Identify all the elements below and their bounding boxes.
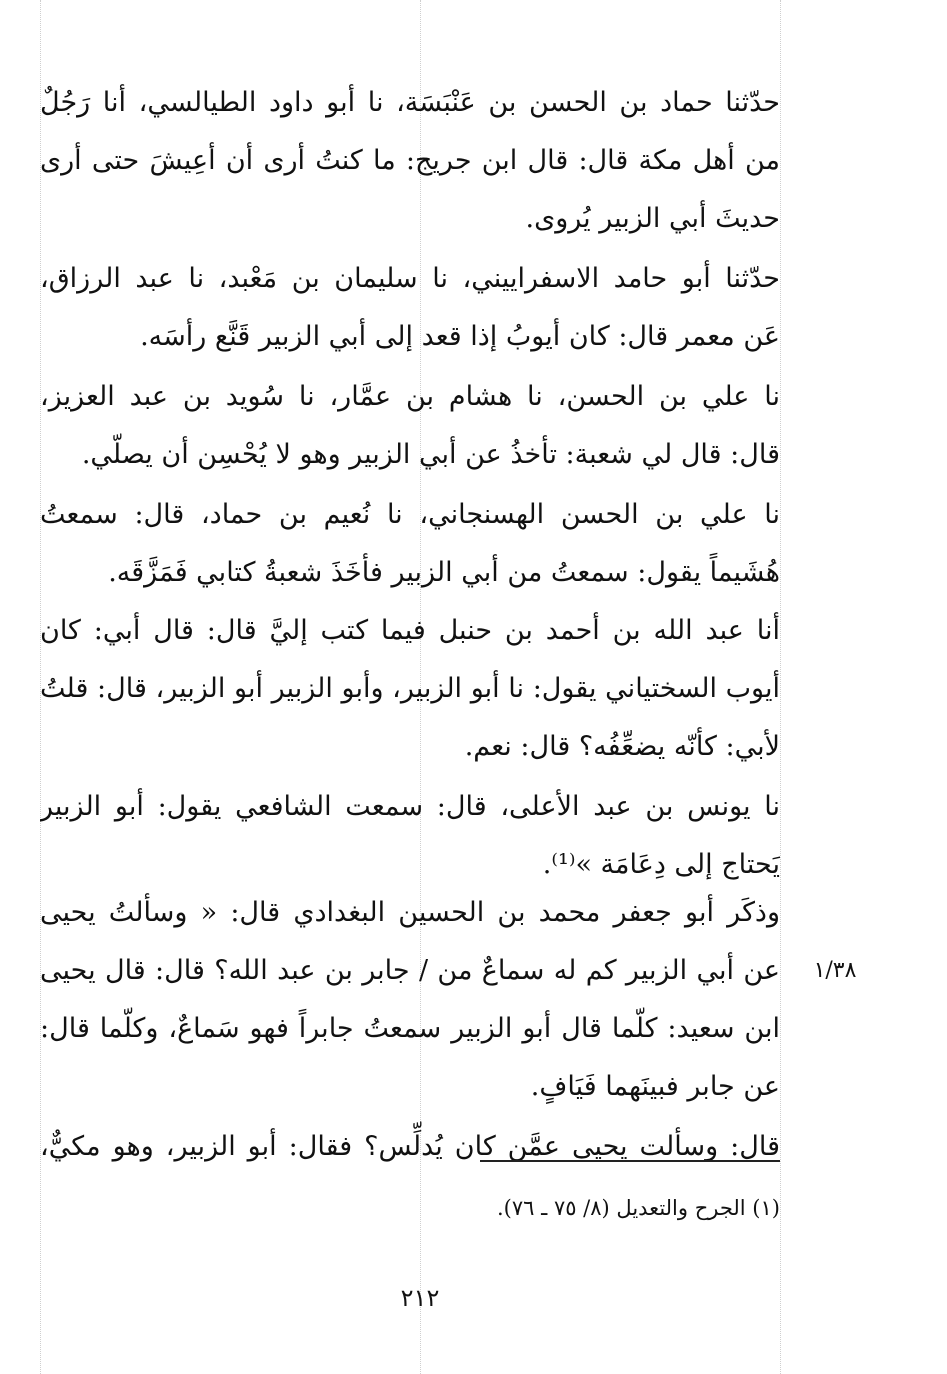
text-line: من أهل مكة قال: قال ابن جريج: ما كنتُ أرى أن أعِيشَ حتى أرى: [40, 145, 780, 176]
text-line: نا يونس بن عبد الأعلى، قال: سمعت الشافعي يقول: أبو الزبير: [40, 791, 780, 822]
text-line: وذكَر أبو جعفر محمد بن الحسين البغدادي قال: « وسألتُ يحيى: [40, 897, 780, 928]
footnote: (١) الجرح والتعديل (٨/ ٧٥ ـ ٧٦).: [496, 1196, 780, 1220]
text-line: قال: قال لي شعبة: تأخذُ عن أبي الزبير وهو لا يُحْسِن أن يصلّي.: [81, 439, 780, 470]
text-line: قال: وسألت يحيى عمَّن كان يُدلِّس؟ فقال: أبو الزبير، وهو مكيٌّ،: [40, 1131, 780, 1162]
margin-page-reference: ١/٣٨: [813, 958, 857, 983]
text-line: حديثَ أبي الزبير يُروى.: [525, 203, 780, 234]
text-line: يَحتاج إلى دِعَامَة »⁽¹⁾.: [542, 849, 780, 880]
text-line: ابن سعيد: كلّما قال أبو الزبير سمعتُ جابراً فهو سَماعٌ، وكلّما قال:: [40, 1013, 780, 1044]
text-line: أيوب السختياني يقول: نا أبو الزبير، وأبو الزبير أبو الزبير، قال: قلتُ: [40, 673, 780, 704]
text-line: هُشَيماً يقول: سمعتُ من أبي الزبير فأخَذَ شعبةُ كتابي فَمَزَّقَه.: [108, 557, 780, 588]
text-line: عن جابر فبينَهما فَيَافٍ.: [530, 1071, 780, 1102]
text-line: عن أبي الزبير كم له سماعٌ من / جابر بن عبد الله؟ قال: قال يحيى: [40, 955, 780, 986]
text-line: حدّثنا حماد بن الحسن بن عَنْبَسَة، نا أبو داود الطيالسي، أنا رَجُلٌ: [40, 87, 780, 118]
text-line: لأبي: كأنّه يضعِّفُه؟ قال: نعم.: [464, 731, 780, 762]
text-line: أنا عبد الله بن أحمد بن حنبل فيما كتب إليَّ قال: قال أبي: كان: [40, 615, 780, 646]
dotted-guide-right: [780, 0, 781, 1374]
footnote-separator: [480, 1160, 780, 1162]
text-line: حدّثنا أبو حامد الاسفراييني، نا سليمان بن مَعْبد، نا عبد الرزاق،: [40, 263, 780, 294]
page-number: ٢١٢: [400, 1284, 440, 1312]
text-line: عَن معمر قال: كان أيوبُ إذا قعد إلى أبي الزبير قَنَّع رأسَه.: [140, 321, 780, 352]
text-line: نا علي بن الحسن، نا هشام بن عمَّار، نا سُويد بن عبد العزيز،: [40, 381, 780, 412]
text-line: نا علي بن الحسن الهسنجاني، نا نُعيم بن حماد، قال: سمعتُ: [40, 499, 780, 530]
